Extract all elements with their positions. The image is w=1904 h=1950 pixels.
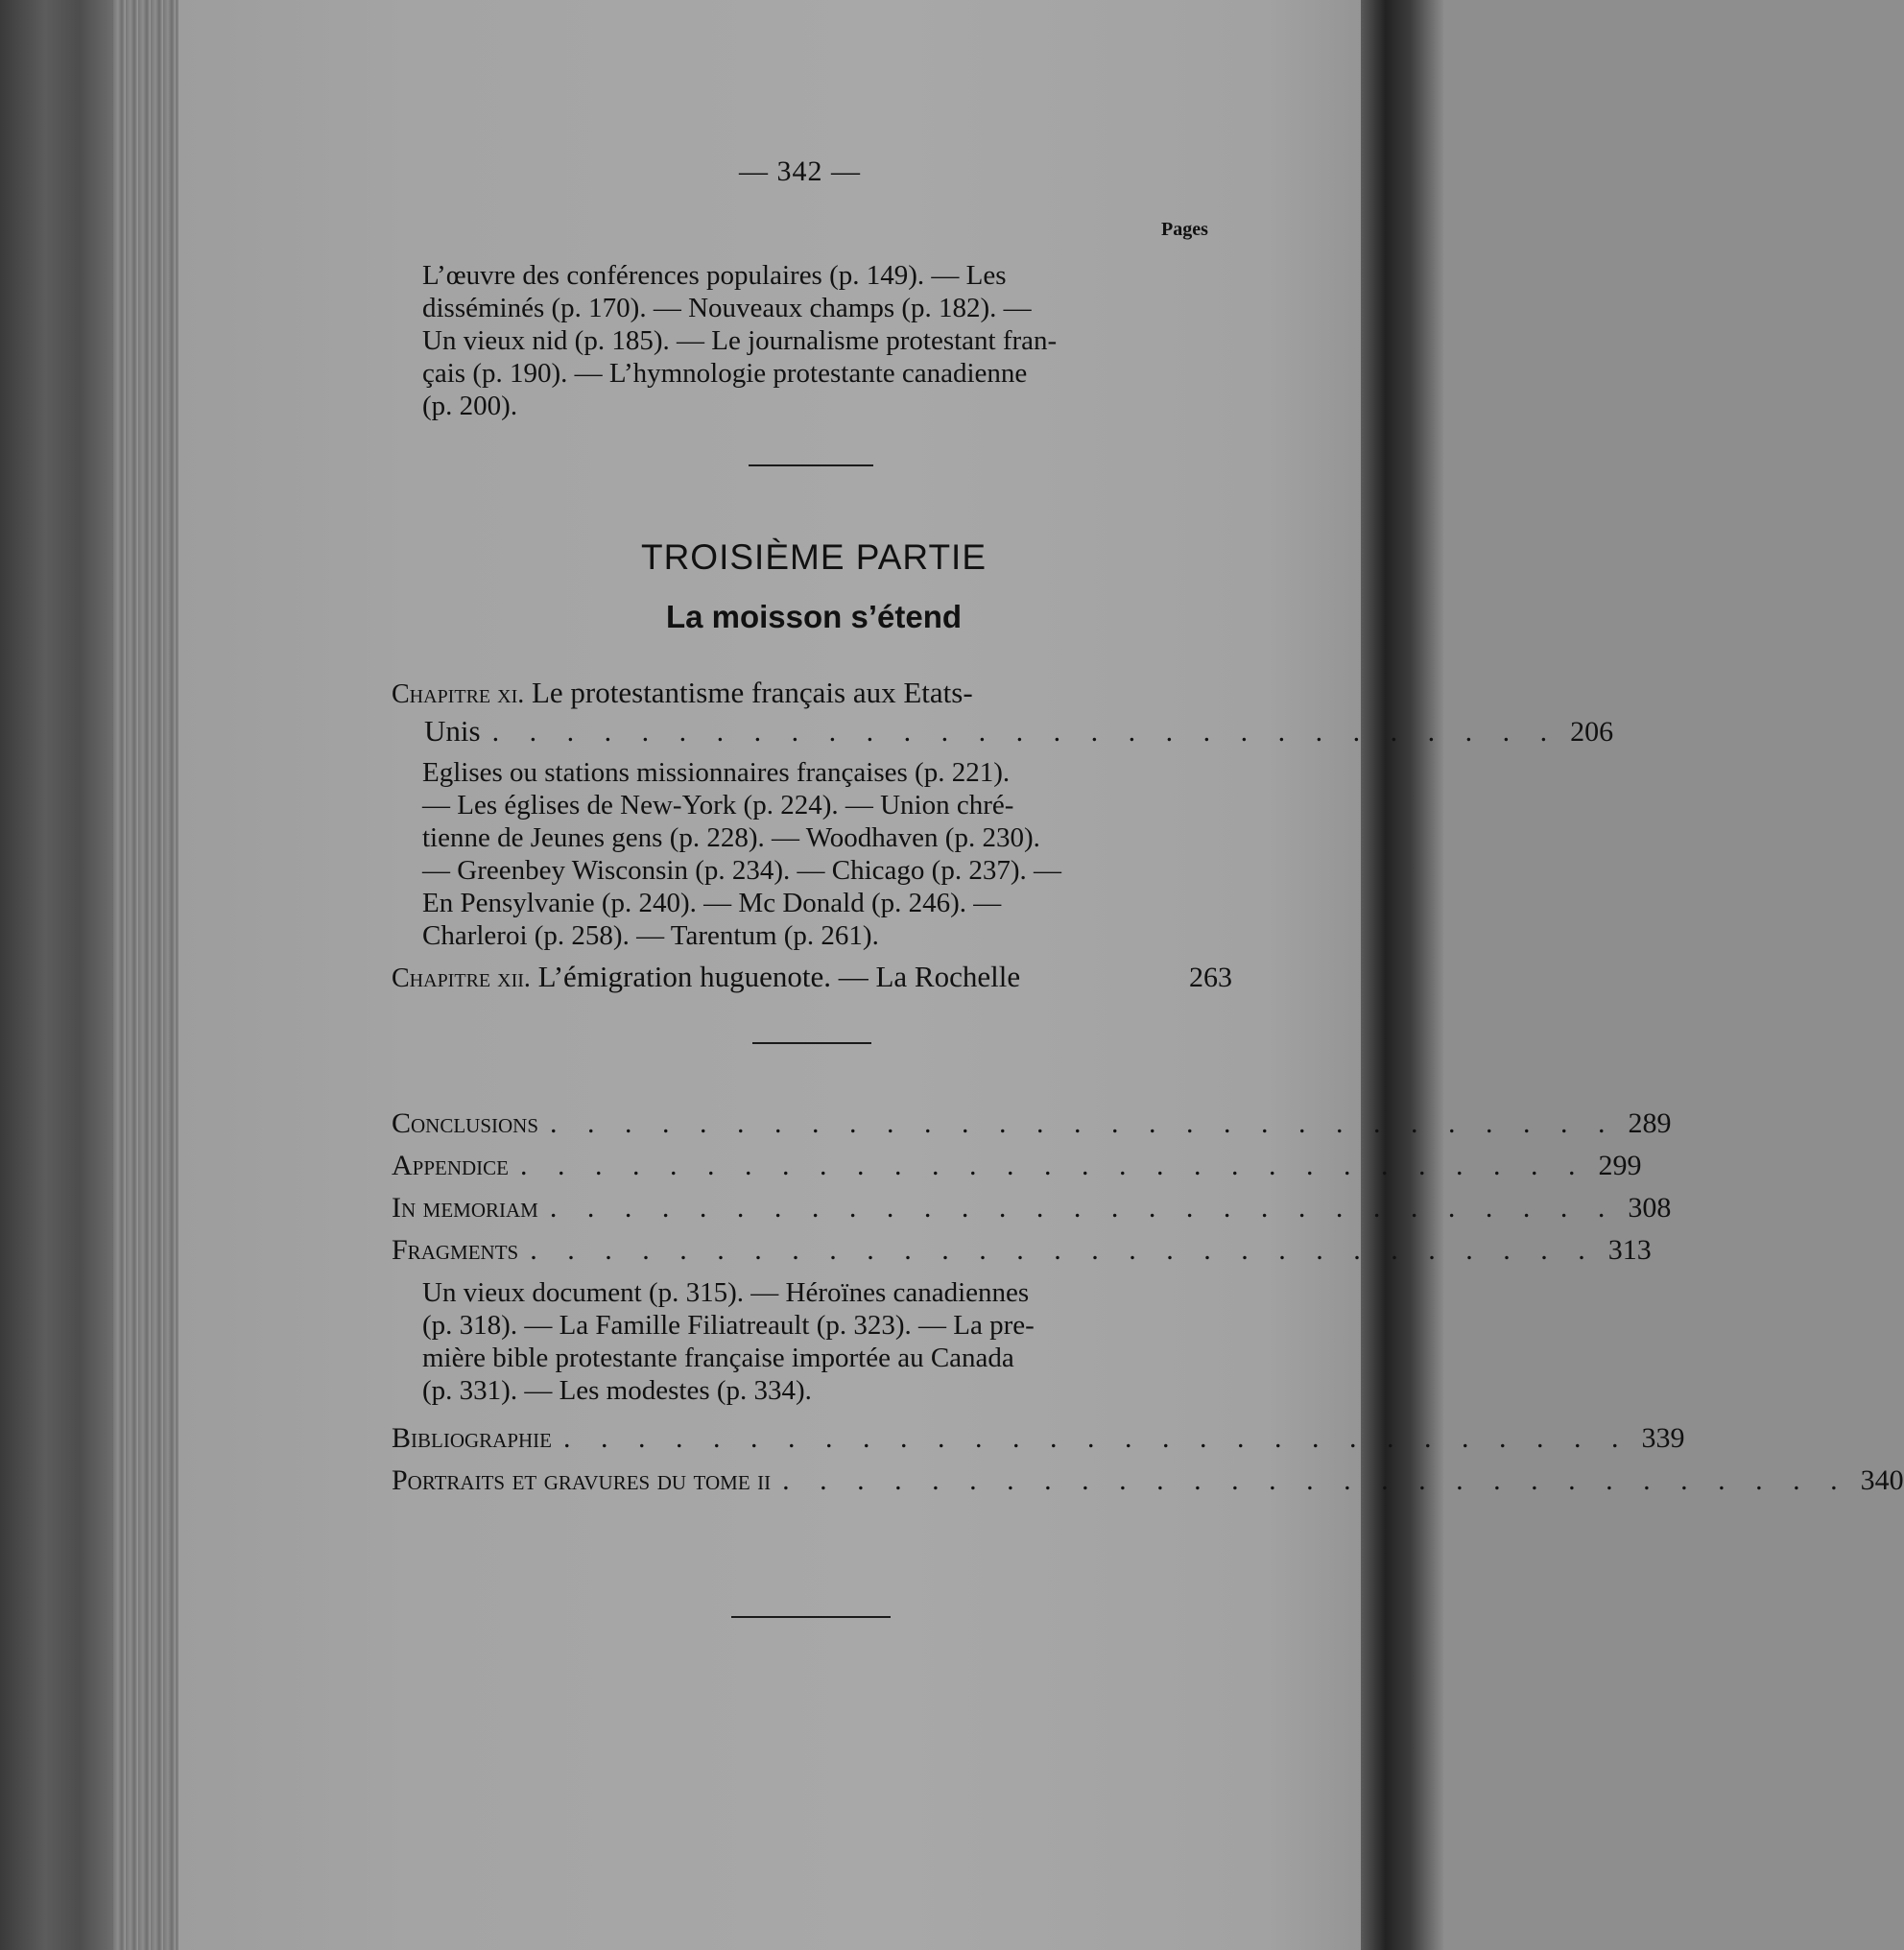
part-title: TROISIÈME PARTIE [640,537,988,577]
toc-entry-appendice [392,1150,1642,1188]
toc-entry-portraits [392,1464,1904,1503]
toc-entry-bibliographie [392,1422,1685,1461]
chapter-title: L’émigration huguenote. — La Rochelle [537,960,1021,993]
intro-line: çais (p. 190). — L’hymnologie protestante canadienne [422,358,1028,389]
pages-column-label: Pages [1161,219,1208,240]
summary-line: tienne de Jeunes gens (p. 228). — Woodhaven (p. 230). [422,822,1040,853]
toc-entry-conclusions [392,1107,1672,1146]
intro-line: disséminés (p. 170). — Nouveaux champs (p. 182). — [422,293,1032,323]
summary-line: Charleroi (p. 258). — Tarentum (p. 261). [422,920,879,951]
entry-label: In memoriam [392,1192,538,1224]
intro-paragraph [422,259,1140,422]
page-ref: 299 [1598,1150,1642,1181]
page-ref: 206 [1570,716,1614,748]
fragments-summary [422,1276,1140,1407]
entry-label: Portraits et gravures du tome ii [392,1464,772,1496]
leader-dots: . . . . . . . . . . . . . . . . . . . . . . . . . . . . . [782,1464,1849,1496]
leader-dots: . . . . . . . . . . . . . . . . . . . . . . . . . . . . . [563,1422,1630,1454]
page-edges [113,0,180,1950]
chapter-12-entry [392,960,1232,998]
chapter-11-summary [422,756,1140,952]
section-divider [752,1042,871,1044]
summary-line: Un vieux document (p. 315). — Héroïnes canadiennes [422,1277,1030,1308]
leader-dots: . . . . . . . . . . . . . . . . . . . . . . . . . . . . . [520,1150,1587,1181]
book-binding-shadow [0,0,113,1950]
toc-entry-in-memoriam [392,1192,1672,1230]
summary-line: (p. 318). — La Famille Filiatreault (p. 323). — La pre- [422,1310,1035,1341]
part-subtitle: La moisson s’étend [665,599,963,634]
right-edge-shadow [1361,0,1443,1950]
entry-label: Bibliographie [392,1422,552,1454]
entry-label: Appendice [392,1150,510,1181]
entry-label: Conclusions [392,1107,539,1139]
chapter-title-continued: Unis [424,714,481,748]
page-ref: 339 [1641,1422,1685,1454]
chapter-label: Chapitre xii. [392,963,531,993]
end-divider [731,1616,891,1618]
page-ref: 313 [1607,1234,1652,1266]
summary-line: — Les églises de New-York (p. 224). — Union chré- [422,790,1014,820]
leader-dots: . . . . . . . . . . . . . . . . . . . . . . . . . . . . . [530,1234,1597,1266]
page-ref: 340 [1860,1464,1904,1496]
page-ref: 263 [1189,962,1232,993]
summary-line: mière bible protestante française importée au Canada [422,1343,1014,1373]
leader-dots: . . . . . . . . . . . . . . . . . . . . . . . . . . . . . [549,1192,1617,1224]
summary-line: (p. 331). — Les modestes (p. 334). [422,1375,812,1406]
leader-dots: . . . . . . . . . . . . . . . . . . . . . . . . . . . . . [491,716,1559,748]
leader-dots: . . . . . . . . . . . . . . . . . . . . . . . . . . . . . [550,1107,1617,1139]
chapter-11-heading [392,676,973,710]
toc-entry-fragments [392,1234,1652,1272]
intro-line: Un vieux nid (p. 185). — Le journalisme protestant fran- [422,325,1058,356]
entry-label: Fragments [392,1234,519,1266]
summary-line: — Greenbey Wisconsin (p. 234). — Chicago (p. 237). — [422,855,1061,886]
chapter-12-heading [392,960,1020,994]
chapter-label: Chapitre xi. [392,679,525,709]
intro-line: L’œuvre des conférences populaires (p. 149). — Les [422,260,1007,291]
section-divider [749,464,873,466]
page-number: — 342 — [739,155,861,187]
chapter-title: Le protestantisme français aux Etats- [531,676,973,709]
summary-line: Eglises ou stations missionnaires françaises (p. 221). [422,757,1011,788]
page-ref: 308 [1628,1192,1672,1224]
intro-line: (p. 200). [422,391,518,421]
page-ref: 289 [1628,1107,1672,1139]
chapter-11-entry [424,714,1614,752]
summary-line: En Pensylvanie (p. 240). — Mc Donald (p. 246). — [422,888,1002,918]
